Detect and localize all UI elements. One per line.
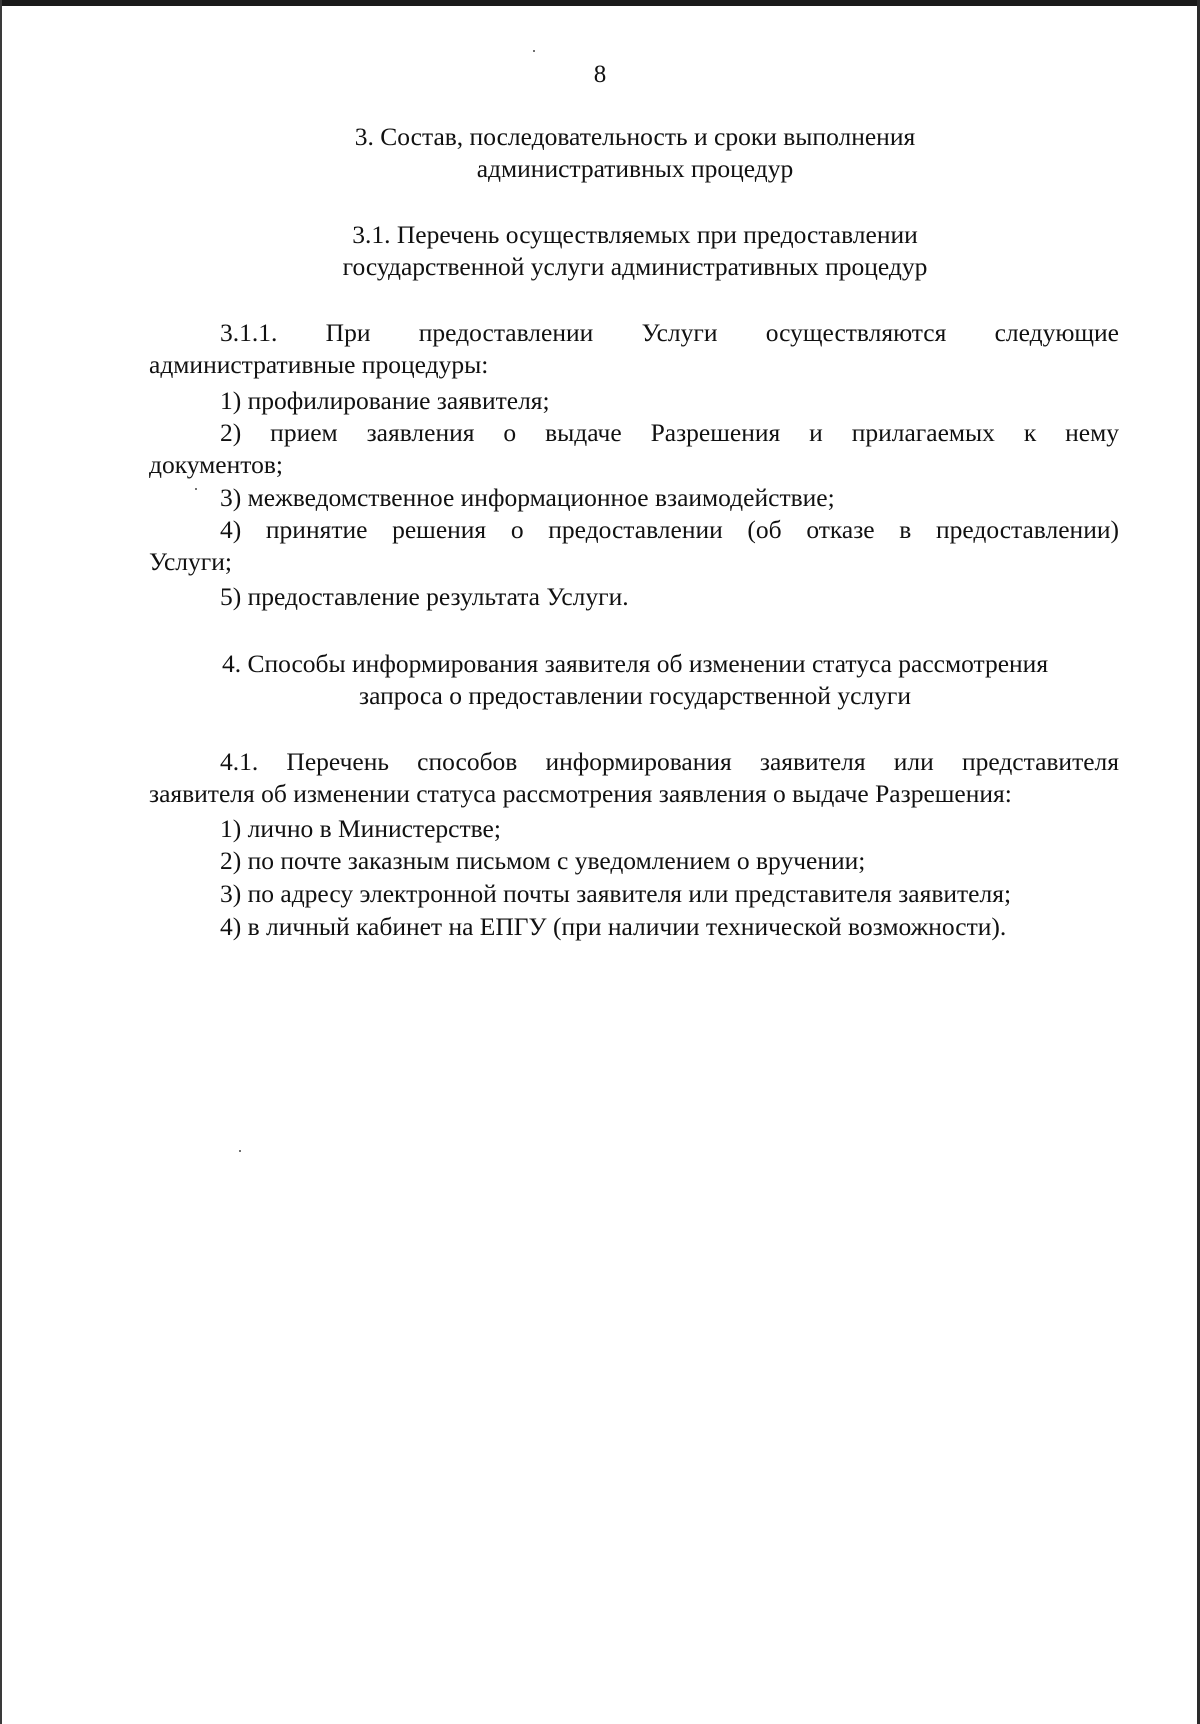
heading-line: 3. Состав, последовательность и сроки выполнения xyxy=(354,122,916,151)
list-item-line: 3) межведомственное информационное взаимодействие; xyxy=(220,483,835,512)
procedure-item-3 xyxy=(149,482,1119,514)
procedure-item-1 xyxy=(149,385,1119,417)
heading-line: 3.1. Перечень осуществляемых при предоставлении xyxy=(352,220,918,249)
scan-speck xyxy=(239,1150,241,1152)
inform-method-item-2 xyxy=(149,845,1119,877)
section-4-1-paragraph xyxy=(149,746,1119,810)
inform-method-item-3 xyxy=(149,878,1119,910)
list-item-line: 5) предоставление результата Услуги. xyxy=(220,582,629,611)
heading-line: государственной услуги административных процедур xyxy=(342,252,928,281)
heading-line: запроса о предоставлении государственной услуги xyxy=(359,681,911,710)
paragraph-line: заявителя об изменении статуса рассмотрения заявления о выдаче Разрешения: xyxy=(149,779,1012,808)
paragraph-line: 4.1. Перечень способов информирования заявителя или представителя xyxy=(220,747,1119,776)
procedure-item-5 xyxy=(149,581,1119,613)
heading-line: административных процедур xyxy=(476,154,794,183)
list-item-line: 2) по почте заказным письмом с уведомлением о вручении; xyxy=(220,846,866,875)
list-item-line: 4) принятие решения о предоставлении (об отказе в предоставлении) xyxy=(220,515,1119,544)
inform-method-item-1 xyxy=(149,813,1119,845)
list-item-line: 1) лично в Министерстве; xyxy=(220,814,501,843)
paragraph-line: 3.1.1. При предоставлении Услуги осуществляются следующие xyxy=(220,318,1119,347)
scan-top-edge xyxy=(0,0,1200,6)
procedure-item-4 xyxy=(149,514,1119,578)
list-item-line: 3) по адресу электронной почты заявителя или представителя заявителя; xyxy=(220,879,1012,908)
heading-line: 4. Способы информирования заявителя об изменении статуса рассмотрения xyxy=(221,649,1049,678)
section-3-1-1-paragraph xyxy=(149,317,1119,381)
inform-method-item-4 xyxy=(149,911,1119,943)
page-number: 8 xyxy=(593,61,607,88)
list-item-line: документов; xyxy=(149,450,283,479)
paragraph-line: административные процедуры: xyxy=(149,350,489,379)
list-item-line: Услуги; xyxy=(149,547,232,576)
section-3-1-heading xyxy=(150,219,1120,283)
list-item-line: 4) в личный кабинет на ЕПГУ (при наличии технической возможности). xyxy=(220,912,1007,941)
procedure-item-2 xyxy=(149,417,1119,481)
list-item-line: 2) прием заявления о выдаче Разрешения и прилагаемых к нему xyxy=(220,418,1119,447)
list-item-line: 1) профилирование заявителя; xyxy=(220,386,550,415)
section-4-heading xyxy=(150,648,1120,712)
scan-speck xyxy=(533,50,535,52)
section-3-heading xyxy=(150,121,1120,185)
scan-left-edge xyxy=(0,0,2,1724)
